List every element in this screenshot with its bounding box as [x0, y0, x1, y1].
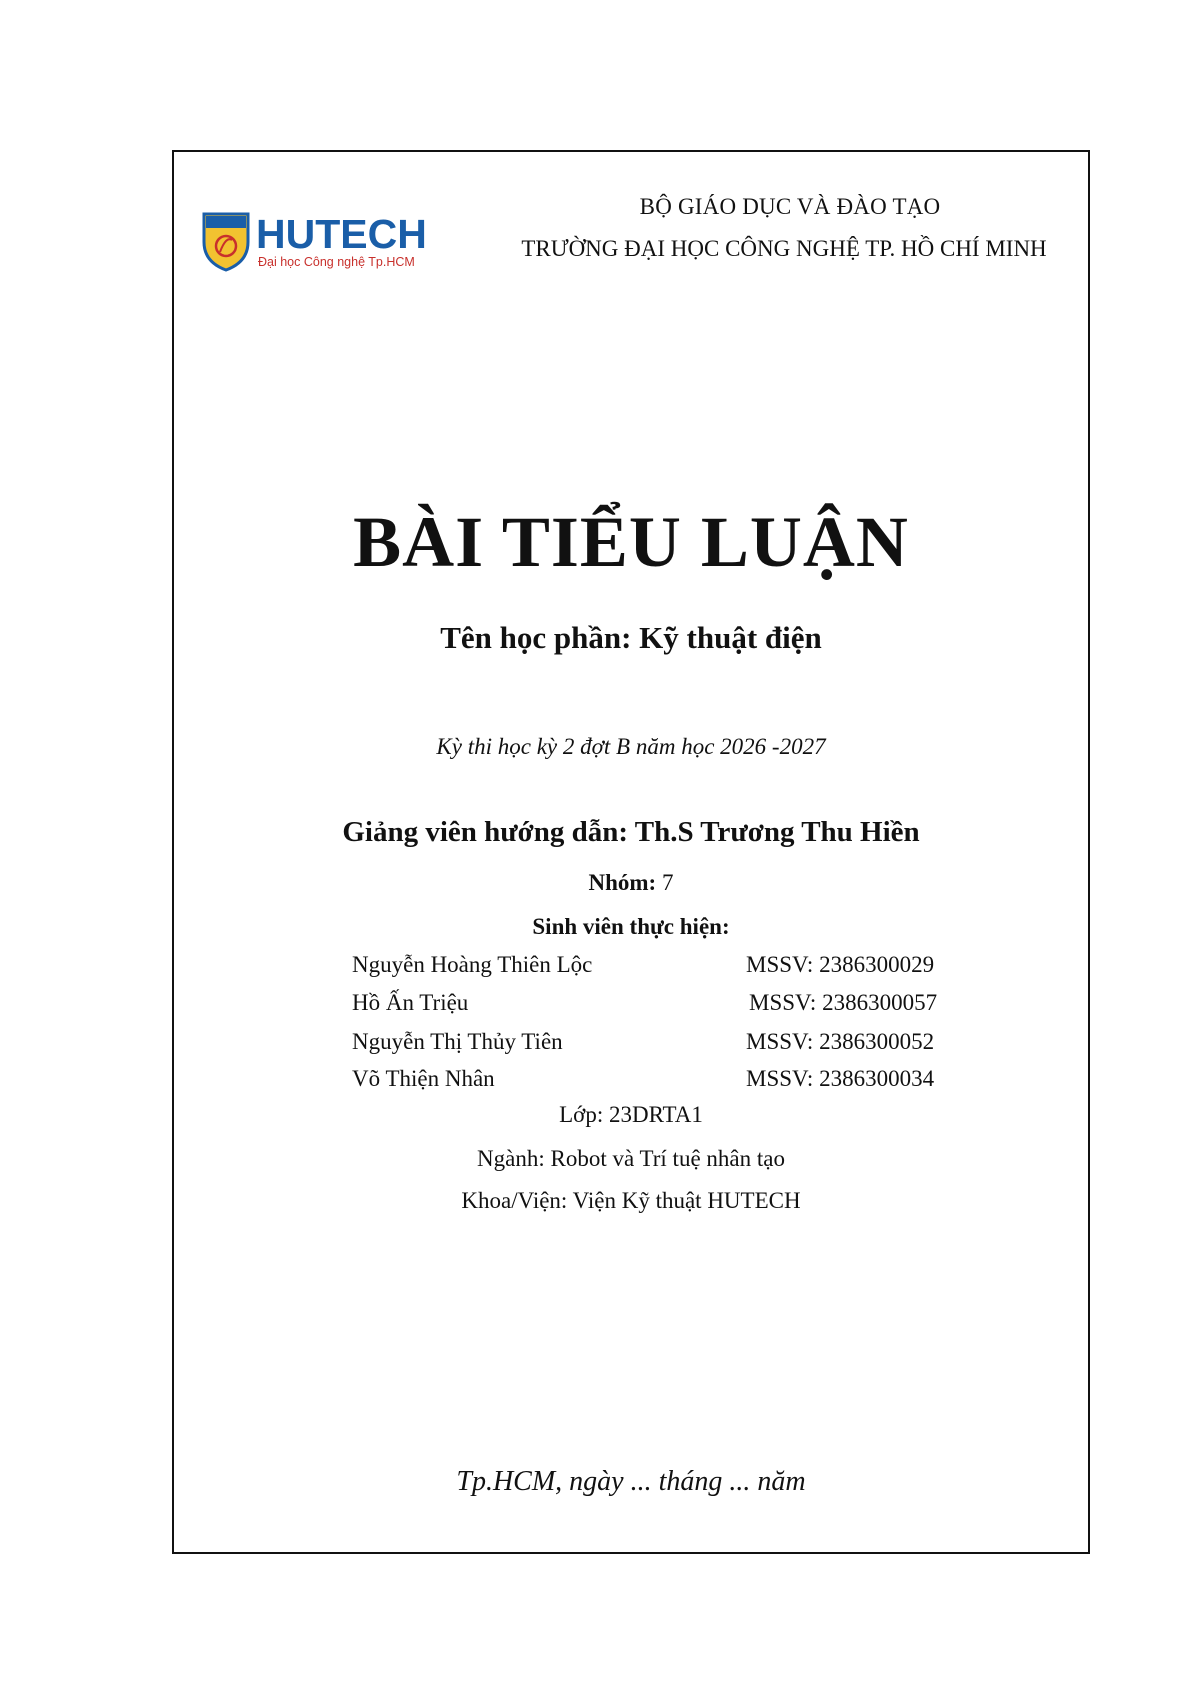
- supervisor: Giảng viên hướng dẫn: Th.S Trương Thu Hiền: [342, 816, 920, 848]
- hutech-logo: [202, 210, 442, 272]
- class-info: Lớp: 23DRTA1: [559, 1102, 703, 1127]
- student-row: [352, 1029, 992, 1059]
- student-id: MSSV: 2386300029: [746, 952, 935, 977]
- place-date: Tp.HCM, ngày ... tháng ... năm: [456, 1466, 806, 1497]
- student-row: [352, 1066, 992, 1096]
- ministry-name: BỘ GIÁO DỤC VÀ ĐÀO TẠO: [639, 194, 941, 219]
- student-id: MSSV: 2386300034: [746, 1066, 935, 1091]
- group-value: 7: [661, 870, 674, 895]
- student-name: Võ Thiện Nhân: [352, 1066, 495, 1091]
- page-border: [172, 150, 1090, 1554]
- faculty: Khoa/Viện: Viện Kỹ thuật HUTECH: [461, 1188, 801, 1213]
- student-id: MSSV: 2386300057: [749, 990, 938, 1015]
- exam-term: Kỳ thi học kỳ 2 đợt B năm học 2026 -2027: [436, 734, 826, 759]
- logo-wordmark: HUTECH: [256, 211, 427, 257]
- student-name: Nguyễn Thị Thủy Tiên: [352, 1029, 563, 1054]
- major: Ngành: Robot và Trí tuệ nhân tạo: [477, 1146, 785, 1171]
- hutech-logo-graphic: [202, 210, 442, 272]
- student-row: [352, 952, 992, 982]
- group-label: Nhóm:: [588, 870, 657, 895]
- document-title: BÀI TIỂU LUẬN: [353, 502, 909, 582]
- student-row: [352, 990, 992, 1020]
- student-id: MSSV: 2386300052: [746, 1029, 935, 1054]
- student-name: Nguyễn Hoàng Thiên Lộc: [352, 952, 593, 977]
- shield-band: [206, 216, 246, 228]
- university-name: TRƯỜNG ĐẠI HỌC CÔNG NGHỆ TP. HỒ CHÍ MINH: [521, 236, 1047, 261]
- logo-subtitle: Đại học Công nghệ Tp.HCM: [258, 255, 415, 269]
- students-label: Sinh viên thực hiện:: [532, 914, 730, 939]
- student-name: Hồ Ấn Triệu: [352, 990, 469, 1015]
- course-name: Tên học phần: Kỹ thuật điện: [440, 620, 822, 655]
- group-line: [172, 870, 1090, 896]
